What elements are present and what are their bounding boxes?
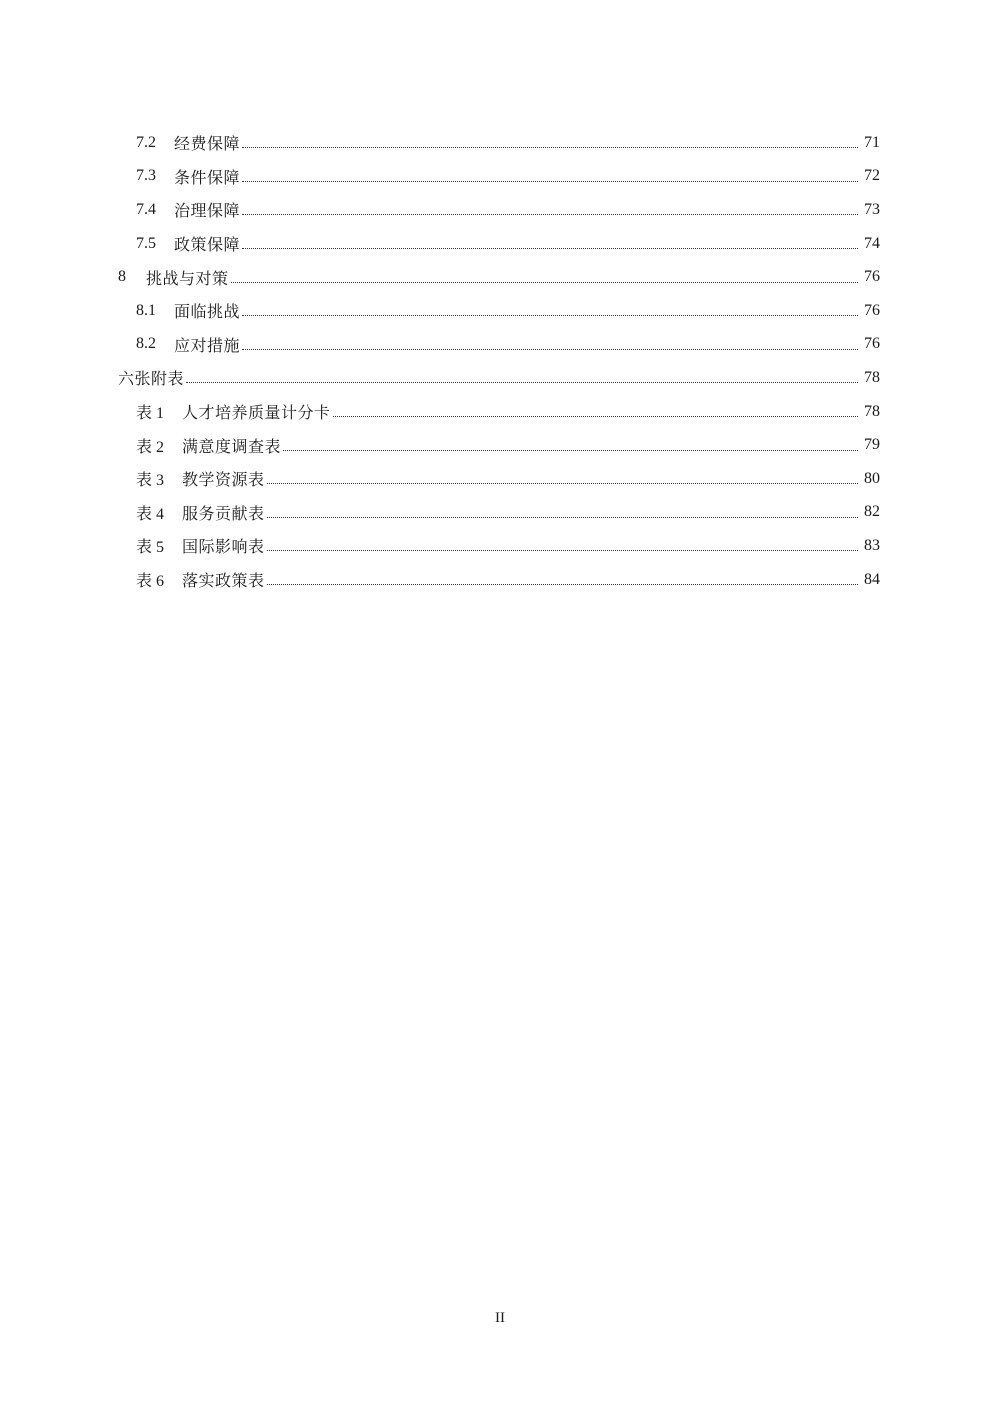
toc-entry-label [118, 266, 229, 289]
toc-entry-page: 82 [864, 503, 880, 521]
toc-entry-label [136, 198, 240, 221]
toc-entry-number: 7.5 [136, 234, 156, 252]
dot-leader [231, 266, 858, 283]
toc-entry-title: 面临挑战 [174, 302, 241, 322]
toc-entry-page: 79 [864, 436, 880, 454]
dot-leader [186, 366, 858, 383]
toc-entry-number: 7.2 [136, 133, 156, 151]
toc-entry-number: 8.1 [136, 301, 156, 319]
toc-entry-page: 84 [864, 570, 880, 588]
toc-entry-title: 政策保障 [174, 235, 241, 255]
toc-entry-label [136, 534, 265, 557]
toc-entry-7-2[interactable] [0, 126, 1000, 160]
toc-entry-title: 应对措施 [174, 335, 241, 355]
page-number: II [495, 1310, 505, 1326]
toc-entry-page: 80 [864, 469, 880, 487]
toc-entry-number: 表 6 [136, 573, 165, 591]
toc-entry-table-6[interactable] [0, 563, 1000, 597]
toc-entry-7-3[interactable] [0, 160, 1000, 194]
dot-leader [267, 467, 858, 484]
toc-entry-label [136, 568, 265, 591]
dot-leader [333, 400, 858, 417]
toc-entry-page: 74 [864, 234, 880, 252]
toc-entry-7-4[interactable] [0, 193, 1000, 227]
toc-entry-number: 表 5 [136, 539, 165, 557]
toc-entry-page: 76 [864, 268, 880, 286]
toc-entry-number: 8 [118, 268, 126, 286]
dot-leader [242, 165, 858, 182]
toc-entry-label [136, 501, 265, 524]
toc-entry-table-3[interactable] [0, 462, 1000, 496]
toc-entry-label [136, 467, 265, 490]
dot-leader [242, 131, 858, 148]
toc-entry-label [136, 232, 240, 255]
toc-entry-label [136, 400, 331, 423]
dot-leader [267, 501, 858, 518]
toc-entry-appendix-tables[interactable] [0, 361, 1000, 395]
toc-entry-title: 教学资源表 [182, 470, 265, 490]
toc-entry-number: 表 4 [136, 505, 165, 523]
toc-entry-number: 8.2 [136, 335, 156, 353]
toc-entry-8-2[interactable] [0, 328, 1000, 362]
toc-entry-title: 人才培养质量计分卡 [182, 403, 331, 423]
toc-entry-title: 挑战与对策 [146, 268, 229, 288]
dot-leader [267, 534, 858, 551]
table-of-contents [0, 126, 1000, 596]
toc-entry-number: 表 3 [136, 472, 165, 490]
toc-entry-title: 条件保障 [174, 167, 241, 187]
toc-entry-page: 78 [864, 402, 880, 420]
dot-leader [267, 568, 858, 585]
toc-entry-page: 76 [864, 335, 880, 353]
toc-entry-8[interactable] [0, 260, 1000, 294]
toc-entry-page: 78 [864, 368, 880, 386]
toc-entry-7-5[interactable] [0, 227, 1000, 261]
toc-entry-label [136, 165, 240, 188]
toc-entry-number: 7.4 [136, 200, 156, 218]
toc-entry-title: 治理保障 [174, 201, 241, 221]
toc-entry-label [118, 366, 184, 389]
toc-entry-page: 71 [864, 133, 880, 151]
toc-entry-number: 表 1 [136, 405, 165, 423]
toc-entry-title: 六张附表 [118, 369, 185, 389]
toc-entry-title: 经费保障 [174, 134, 241, 154]
toc-entry-title: 服务贡献表 [182, 503, 265, 523]
toc-entry-title: 满意度调查表 [182, 436, 282, 456]
dot-leader [283, 434, 858, 451]
toc-entry-page: 83 [864, 536, 880, 554]
toc-entry-table-1[interactable] [0, 395, 1000, 429]
toc-entry-label [136, 333, 240, 356]
toc-entry-page: 76 [864, 301, 880, 319]
toc-entry-number: 表 2 [136, 438, 165, 456]
toc-entry-table-4[interactable] [0, 496, 1000, 530]
toc-entry-label [136, 434, 281, 457]
dot-leader [242, 198, 858, 215]
toc-entry-title: 落实政策表 [182, 571, 265, 591]
dot-leader [242, 232, 858, 249]
toc-entry-page: 73 [864, 200, 880, 218]
toc-entry-page: 72 [864, 167, 880, 185]
toc-entry-table-2[interactable] [0, 428, 1000, 462]
toc-entry-table-5[interactable] [0, 529, 1000, 563]
toc-entry-label [136, 299, 240, 322]
toc-entry-title: 国际影响表 [182, 537, 265, 557]
toc-entry-number: 7.3 [136, 167, 156, 185]
dot-leader [242, 333, 858, 350]
dot-leader [242, 299, 858, 316]
toc-entry-label [136, 131, 240, 154]
toc-entry-8-1[interactable] [0, 294, 1000, 328]
